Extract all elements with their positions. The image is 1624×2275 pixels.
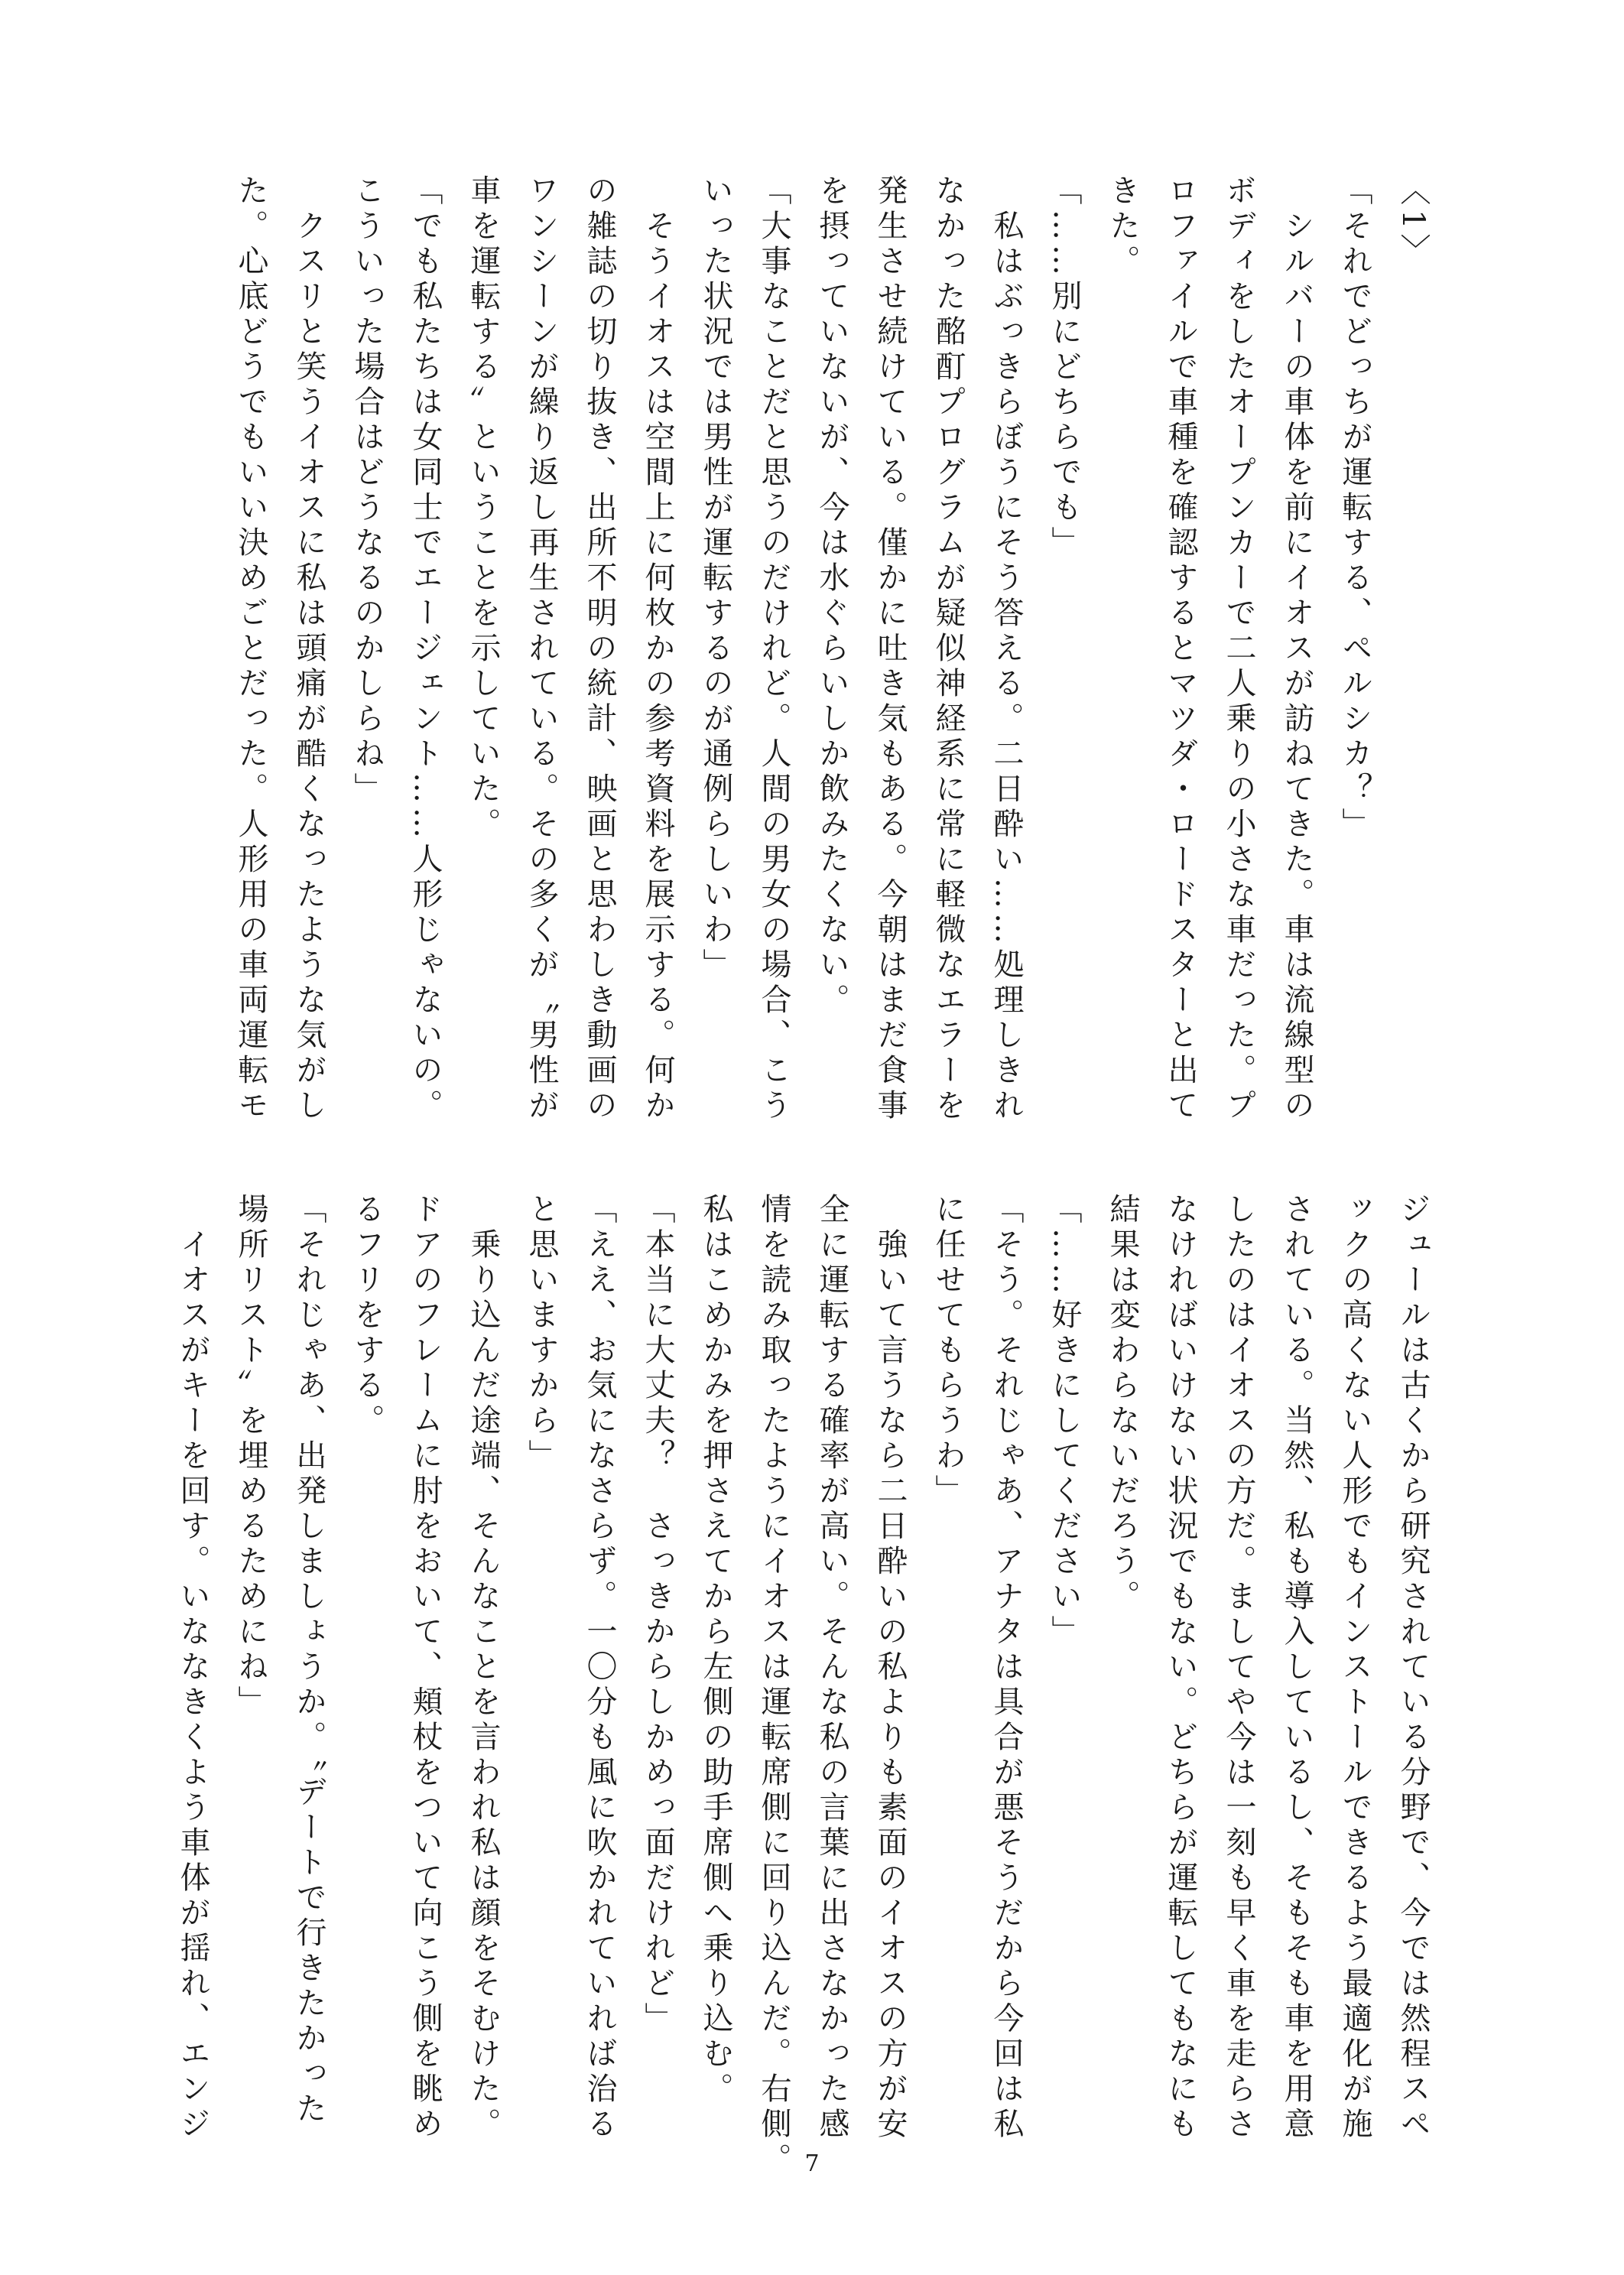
text-line: 全に運転する確率が高い。そんな私の言葉に出さなかった感 [814,1193,849,2143]
text-line: 「本当に大丈夫？ さっきからしかめっ面だけれど」 [640,1193,675,2037]
text-line: 私はぶっきらぼうにそう答える。二日酔い……処理しきれ [989,174,1024,1124]
text-line: 乗り込んだ途端、そんなことを言われ私は顔をそむけた。 [466,1193,501,2143]
text-line: なかった酩酊プログラムが疑似神経系に常に軽微なエラーを [931,174,966,1124]
text-line: いった状況では男性が運転するのが通例らしいわ」 [698,174,733,983]
text-line: されている。当然、私も導入しているし、そもそも車を用意 [1279,1193,1314,2143]
text-line: 結果は変わらないだろう。 [1105,1193,1140,1615]
text-line: 「大事なことだと思うのだけれど。人間の男女の場合、こう [756,174,791,1124]
text-line: ボディをしたオープンカーで二人乗りの小さな車だった。プ [1221,174,1256,1124]
text-line: 「ええ、お気になさらず。一〇分も風に吹かれていれば治る [582,1193,617,2143]
text-block-top [233,174,1442,1124]
text-line: 「そう。それじゃあ、アナタは具合が悪そうだから今回は私 [989,1193,1024,2143]
text-line: 車を運転する〟ということを示していた。 [466,174,501,843]
text-line: 情を読み取ったようにイオスは運転席側に回り込んだ。右側。 [756,1193,791,2178]
text-line: 「それじゃあ、出発しましょうか。〝デートで行きたかった [291,1193,326,2127]
text-line: なければいけない状況でもない。どちらが運転してもなにも [1163,1193,1198,2143]
text-line: ックの高くない人形でもインストールできるよう最適化が施 [1337,1193,1372,2143]
text-line: そうイオスは空間上に何枚かの参考資料を展示する。何か [640,174,675,1124]
text-line: に任せてもらうわ」 [931,1193,966,1510]
text-line: クスリと笑うイオスに私は頭痛が酷くなったような気がし [291,174,326,1124]
text-line: ロファイルで車種を確認するとマツダ・ロードスターと出て [1163,174,1198,1124]
text-line: 場所リスト〟を埋めるためにね」 [233,1193,268,1721]
text-block-bottom [175,1193,1442,2178]
text-line: 強いて言うなら二日酔いの私よりも素面のイオスの方が安 [872,1193,908,2143]
text-line: を摂っていないが、今は水ぐらいしか飲みたくない。 [814,174,849,1019]
text-line: 「でも私たちは女同士でエージェント……人形じゃないの。 [408,174,443,1124]
text-line: の雑誌の切り抜き、出所不明の統計、映画と思わしき動画の [582,174,617,1124]
text-line: 「……別にどちらでも」 [1047,174,1082,561]
text-line: きた。 [1105,174,1140,280]
text-line: るフリをする。 [349,1193,385,1439]
text-line: 「それでどっちが運転する、ペルシカ？」 [1337,174,1372,843]
text-line: こういった場合はどうなるのかしらね」 [349,174,385,808]
text-line: したのはイオスの方だ。ましてや今は一刻も早く車を走らさ [1221,1193,1256,2143]
text-line: シルバーの車体を前にイオスが訪ねてきた。車は流線型の [1279,174,1314,1124]
text-line: 〈1〉 [1395,174,1431,269]
text-line: ジュールは古くから研究されている分野で、今では然程スペ [1395,1193,1431,2143]
text-line: イオスがキーを回す。いななきくよう車体が揺れ、エンジ [175,1193,210,2143]
text-line: 「……好きにしてください」 [1047,1193,1082,1650]
text-line: 私はこめかみを押さえてから左側の助手席側へ乗り込む。 [698,1193,733,2108]
text-line: ワンシーンが繰り返し再生されている。その多くが〝男性が [524,174,559,1124]
text-line: た。心底どうでもいい決めごとだった。人形用の車両運転モ [233,174,268,1124]
text-line: ドアのフレームに肘をおいて、頬杖をついて向こう側を眺め [408,1193,443,2143]
text-line: 発生させ続けている。僅かに吐き気もある。今朝はまだ食事 [872,174,908,1124]
page-number: 7 [804,2150,820,2177]
text-line: と思いますから」 [524,1193,559,1474]
